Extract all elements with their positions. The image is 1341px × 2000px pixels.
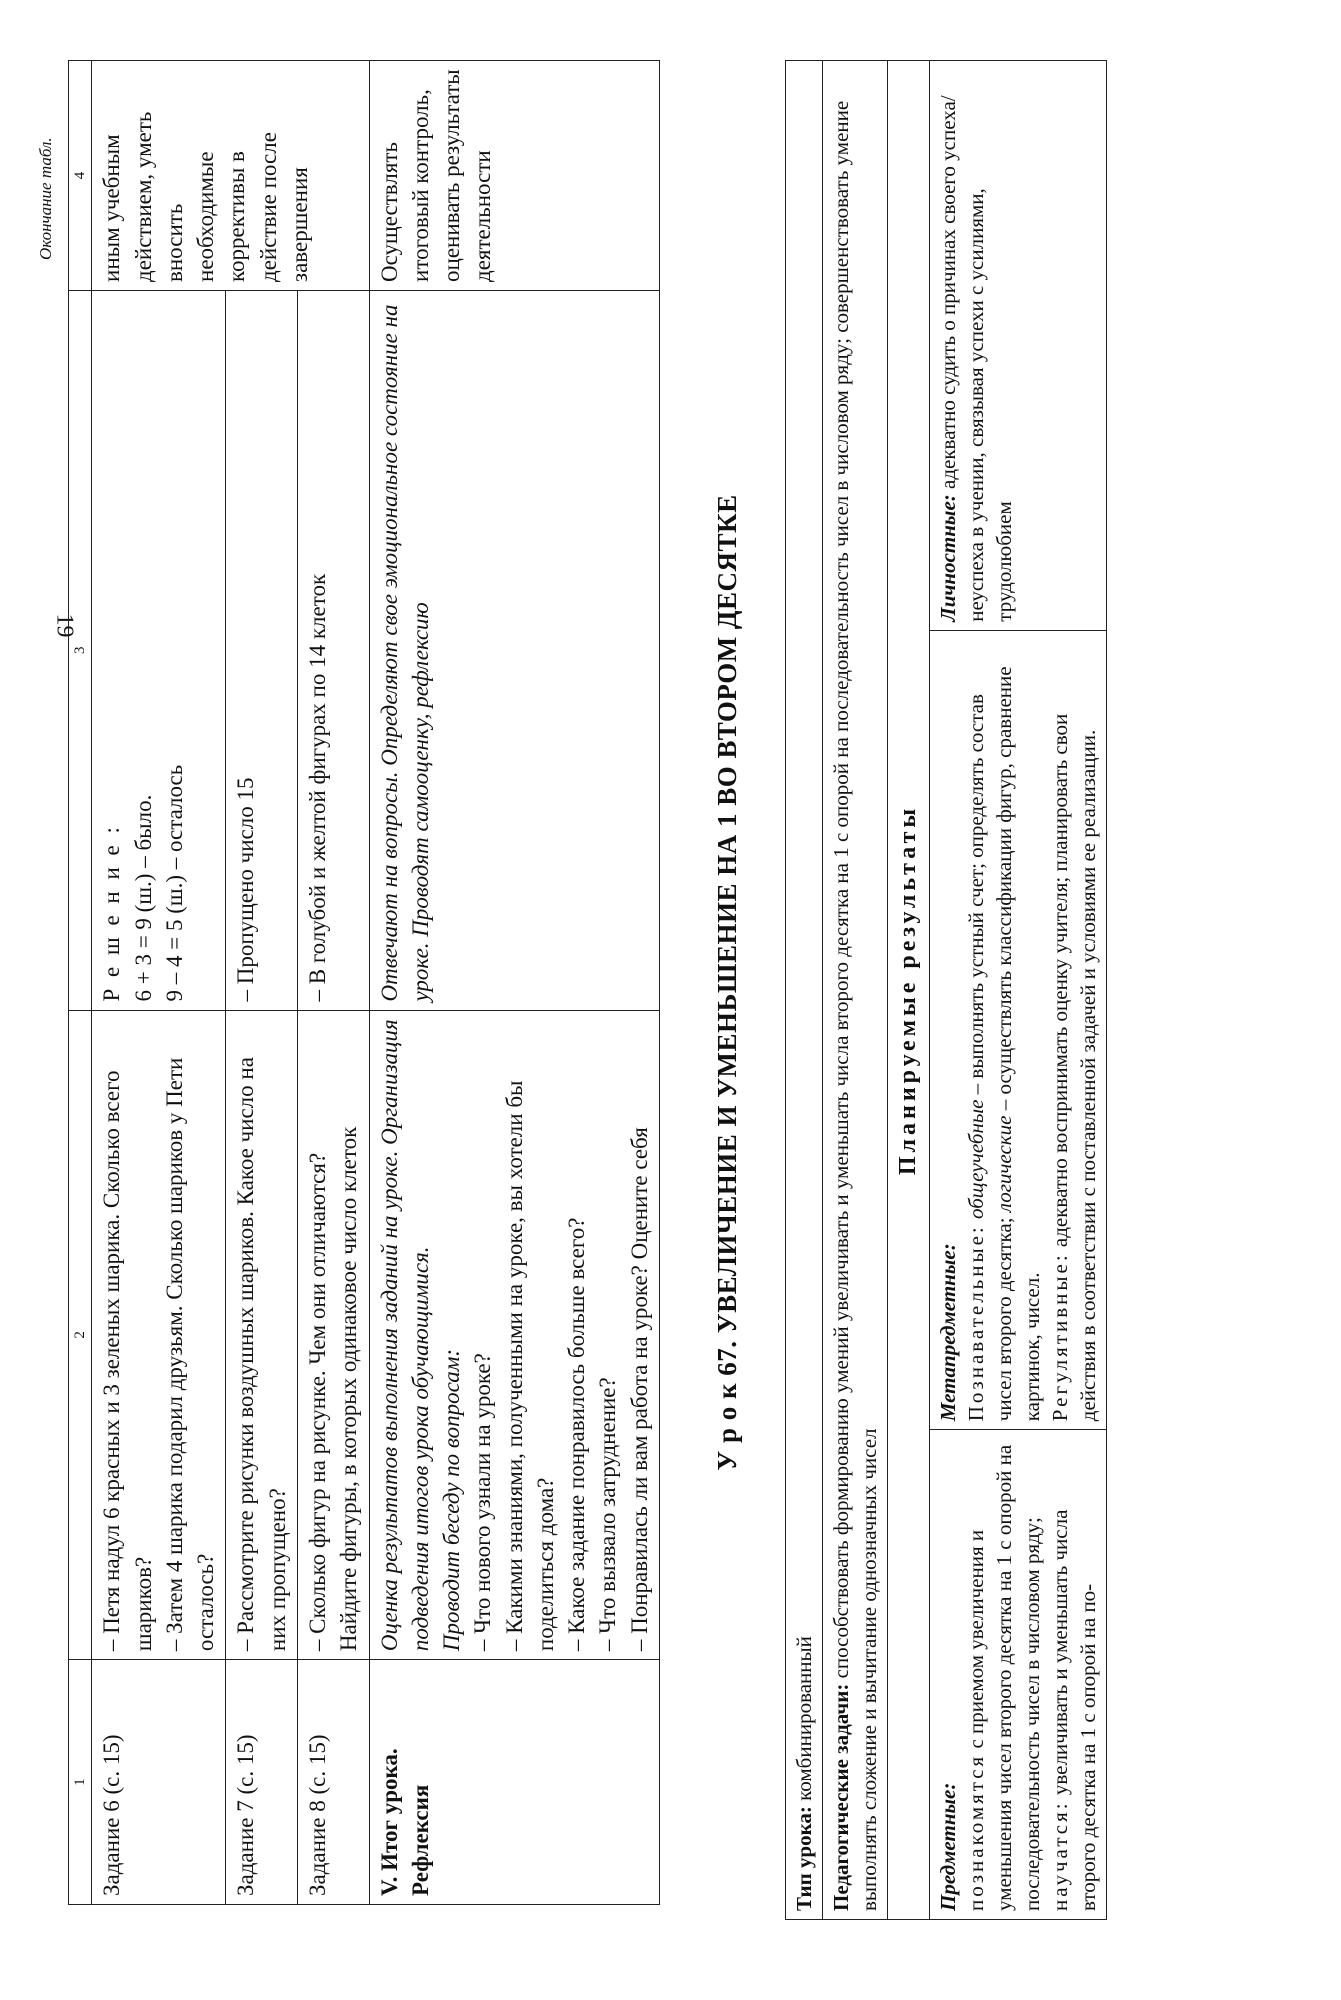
stage-cell: Задание 7 (с. 15) <box>226 1660 298 1905</box>
table-row <box>226 61 298 1905</box>
student-activity-cell: – Пропущено число 15 <box>226 290 298 1010</box>
table-continuation-note: Окончание табл. <box>36 137 55 260</box>
lesson-title: У р о к 67. УВЕЛИЧЕНИЕ И УМЕНЬШЕНИЕ НА 1 ВО ВТОРОМ ДЕСЯТКЕ <box>712 494 742 1471</box>
table-row <box>929 61 1107 1920</box>
column-header: 1 <box>69 1660 92 1905</box>
teacher-activity-cell: – Петя надул 6 красных и 3 зеленых шарика. Сколько всего шариков? – Затем 4 шарика подарил друзьям. Сколько шариков у Пети осталось? <box>92 1010 226 1660</box>
stage-cell: Задание 8 (с. 15) <box>297 1660 369 1905</box>
table-row <box>297 61 369 1905</box>
table-row <box>823 61 888 1920</box>
uud-cell: Осуществлять итоговый контроль, оценивать результаты деятельности <box>369 61 659 291</box>
teacher-activity-cell: Оценка результатов выполнения заданий на уроке. Организация подведения итогов урока обучающимися. Проводит беседу по вопросам: – Что нового узнали на уроке? – Какими знаниями, полученными на уроке, вы хотели бы поделиться дома? – Какое задание понравилось больше всего? – Что вызвало затруднение? – Понравилась ли вам работа на уроке? Оцените себя <box>369 1010 659 1660</box>
uud-cell: иным учебным действием, уметь вносить необходимые коррективы в действие после завершения <box>92 61 369 291</box>
table-row <box>888 61 929 1920</box>
teacher-activity-cell: – Рассмотрите рисунки воздушных шариков. Какое число на них пропущено? <box>226 1010 298 1660</box>
pedagogical-goals-cell: Педагогические задачи: способствовать формированию умений увеличивать и уменьшать числа второго десятка на 1 с опорой на последовательность чисел в числовом ряду; совершенствовать умение выполнять сложение и вычитание однозначных чисел <box>823 61 888 1920</box>
teacher-activity-cell: – Сколько фигур на рисунке. Чем они отличаются? Найдите фигуры, в которых одинаковое число клеток <box>297 1010 369 1660</box>
table-row <box>786 61 823 1920</box>
table-row <box>92 61 226 1905</box>
column-header: 4 <box>69 61 92 291</box>
lesson-info-table <box>785 60 1107 1920</box>
stage-cell: Задание 6 (с. 15) <box>92 1660 226 1905</box>
page-number: 19 <box>51 613 78 638</box>
lesson-plan-table <box>68 60 660 1905</box>
column-header: 3 <box>69 290 92 1010</box>
meta-results-cell: Метапредметные: Познавательные: общеучебные – выполнять устный счет; определять состав чисел второго десятка; логические – осуществлять классификации фигур, сравнение картинок, чисел. Регулятивные: адекватно воспринимать оценку учителя; планировать свои действия в соответствии с поставленной задачей и условиями ее реализации. <box>929 630 1107 1430</box>
column-header-row <box>69 61 92 1905</box>
table-row <box>369 61 659 1905</box>
column-header: 2 <box>69 1010 92 1660</box>
lesson-type-cell: Тип урока: комбинированный <box>786 61 823 1920</box>
results-header: Планируемые результаты <box>888 61 929 1920</box>
subject-results-cell: Предметные: познакомятся с приемом увеличения и уменьшения чисел второго десятка на 1 с опорой на последовательность чисел в числовом ряду; научатся: увеличивать и уменьшать числа второго десятка на 1 с опорой на по- <box>929 1430 1107 1920</box>
student-activity-cell: – В голубой и желтой фигурах по 14 клеток <box>297 290 369 1010</box>
student-activity-cell: Отвечают на вопросы. Определяют свое эмоциональное состояние на уроке. Проводят самооценку, рефлексию <box>369 290 659 1010</box>
stage-cell: V. Итог урока. Рефлексия <box>369 1660 659 1905</box>
personal-results-cell: Личностные: адекватно судить о причинах своего успеха/неуспеха в учении, связывая успехи с усилиями, трудолюбием <box>929 61 1107 631</box>
student-activity-cell: Р е ш е н и е : 6 + 3 = 9 (ш.) – было. 9 – 4 = 5 (ш.) – осталось <box>92 290 226 1010</box>
